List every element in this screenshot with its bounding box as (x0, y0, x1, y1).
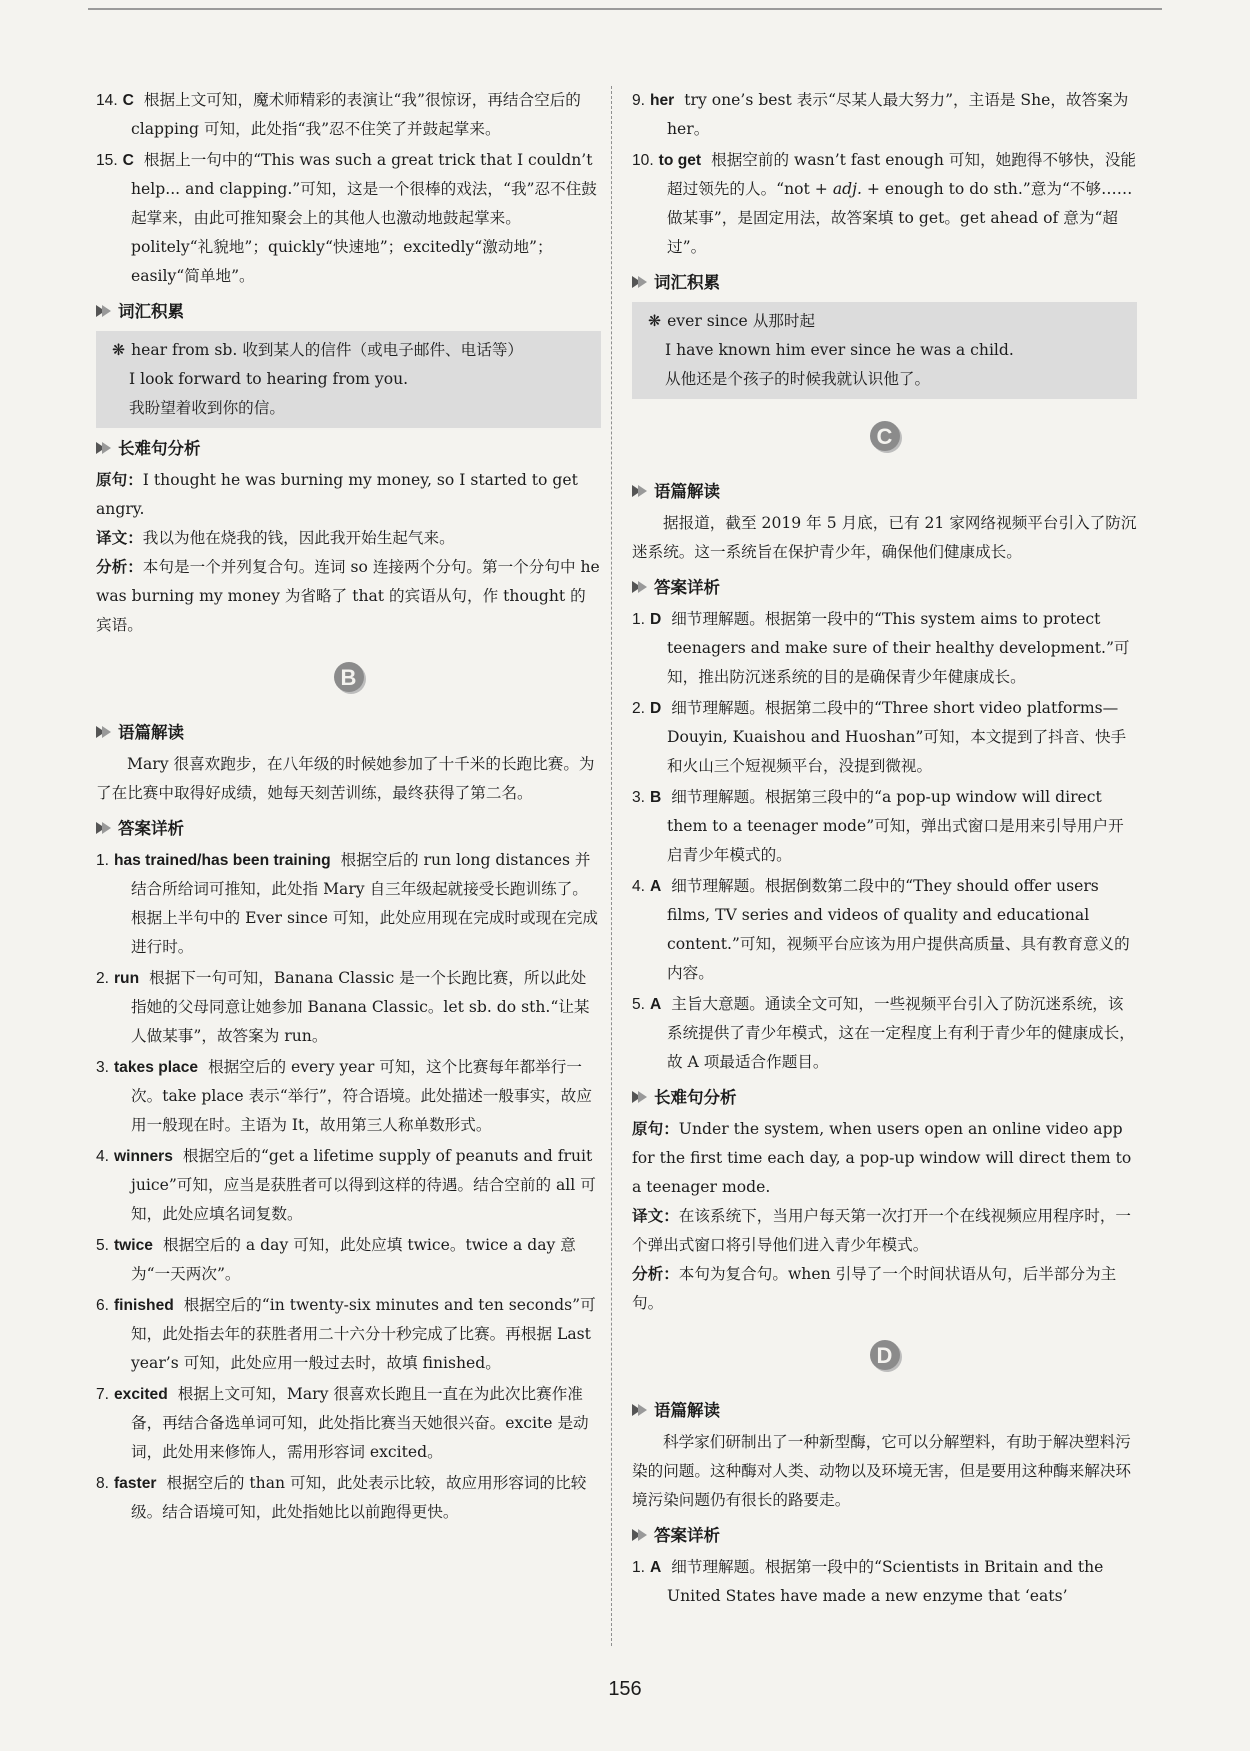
analysis-explanation: 分析：本句为复合句。when 引导了一个时间状语从句，后半部分为主句。 (632, 1265, 1117, 1312)
section-badge-d: D (870, 1340, 900, 1370)
answer-item: 3. B 细节理解题。根据第三段中的“a pop-up window will direct them to a teenager mode”可知，弹出式窗口是用来引导用户开启青少年模式的。 (632, 788, 1124, 864)
triangle-icon (638, 581, 647, 593)
answer-item: 4. A 细节理解题。根据倒数第二段中的“They should offer users films, TV series and videos of quality and educational content.”可知，视频平台应该为用户提供高质量、具有教育意义的内容。 (632, 877, 1130, 982)
vocab-box: ❋ hear from sb. 收到某人的信件（或电子邮件、电话等） I look forward to hearing from you. 我盼望着收到你的信。 (96, 331, 601, 428)
answer-item: 2. run 根据下一句可知，Banana Classic 是一个长跑比赛，所以此处指她的父母同意让她参加 Banana Classic。let sb. do sth.“让某人做某事”，故答案为 run。 (96, 969, 590, 1045)
section-heading-answers: 答案详析 (632, 1521, 1137, 1551)
section-heading-analysis: 长难句分析 (96, 434, 601, 464)
star-icon: ❋ (112, 341, 126, 359)
triangle-icon (102, 726, 111, 738)
triangle-icon (102, 442, 111, 454)
section-heading-vocab: 词汇积累 (96, 297, 601, 327)
answer-item-10: 10. to get 根据空前的 wasn’t fast enough 可知，她跑得不够快，没能超过领先的人。“not + adj. + enough to do sth.”意为“不够……做某事”，是固定用法，故答案填 to get。get ahead of 意为“超过”。 (632, 151, 1137, 256)
reading-summary: 据报道，截至 2019 年 5 月底，已有 21 家网络视频平台引入了防沉迷系统。这一系统旨在保护青少年，确保他们健康成长。 (632, 514, 1137, 561)
section-heading-reading: 语篇解读 (96, 718, 601, 748)
star-icon: ❋ (648, 312, 662, 330)
answer-item-15: 15. C 根据上一句中的“This was such a great trick that I couldn’t help... and clapping.”可知，这是一个很棒的戏法，“我”忍不住鼓起掌来，由此可推知聚会上的其他人也激动地鼓起掌来。politely“礼貌地”；quickly“快速地”；excitedly“激动地”；easily“简单地”。 (96, 151, 597, 285)
answer-item-14: 14. C 根据上文可知，魔术师精彩的表演让“我”很惊讶，再结合空后的 clapping 可知，此处指“我”忍不住笑了并鼓起掌来。 (96, 91, 581, 138)
answer-item: 1. has trained/has been training 根据空后的 run long distances 并结合所给词可推知，此处指 Mary 自三年级起就接受长跑训练了。根据上半句中的 Ever since 可知，此处应用现在完成时或现在完成进行时。 (96, 851, 598, 956)
section-heading-reading: 语篇解读 (632, 1396, 1137, 1426)
answer-item: 6. finished 根据空后的“in twenty-six minutes and ten seconds”可知，此处指去年的获胜者用二十六分十秒完成了比赛。再根据 Last year’s 可知，此处应用一般过去时，故填 finished。 (96, 1296, 596, 1372)
triangle-icon (102, 822, 111, 834)
answer-item: 3. takes place 根据空后的 every year 可知，这个比赛每年都举行一次。take place 表示“举行”，符合语境。此处描述一般事实，故应用一般现在时。主语为 It，故用第三人称单数形式。 (96, 1058, 592, 1134)
vocab-box: ❋ ever since 从那时起 I have known him ever since he was a child. 从他还是个孩子的时候我就认识他了。 (632, 302, 1137, 399)
reading-summary: 科学家们研制出了一种新型酶，它可以分解塑料，有助于解决塑料污染的问题。这种酶对人类、动物以及环境无害，但是要用这种酶来解决环境污染问题仍有很长的路要走。 (632, 1433, 1132, 1509)
page-number: 156 (608, 1678, 642, 1700)
analysis-original: 原句：I thought he was burning my money, so I started to get angry. (96, 471, 578, 518)
answer-item: 5. A 主旨大意题。通读全文可知，一些视频平台引入了防沉迷系统，该系统提供了青少年模式，这在一定程度上有利于青少年的健康成长，故 A 项最适合作题目。 (632, 995, 1135, 1071)
answer-item: 5. twice 根据空后的 a day 可知，此处应填 twice。twice a day 意为“一天两次”。 (96, 1236, 576, 1283)
answer-item: 2. D 细节理解题。根据第二段中的“Three short video platforms—Douyin, Kuaishou and Huoshan”可知，本文提到了抖音、快手和火山三个短视频平台，没提到微视。 (632, 699, 1127, 775)
section-heading-answers: 答案详析 (96, 814, 601, 844)
analysis-translation: 译文：我以为他在烧我的钱，因此我开始生起气来。 (96, 529, 455, 547)
triangle-icon (638, 485, 647, 497)
top-rule (88, 8, 1162, 10)
answer-item: 7. excited 根据上文可知，Mary 很喜欢长跑且一直在为此次比赛作准备，再结合备选单词可知，此处指比赛当天她很兴奋。excite 是动词，此处用来修饰人，需用形容词 excited。 (96, 1385, 589, 1461)
analysis-translation: 译文：在该系统下，当用户每天第一次打开一个在线视频应用程序时，一个弹出式窗口将引导他们进入青少年模式。 (632, 1207, 1132, 1254)
answer-item: 1. A 细节理解题。根据第一段中的“Scientists in Britain and the United States have made a new enzyme that ‘eats’ (632, 1558, 1104, 1605)
triangle-icon (102, 305, 111, 317)
section-heading-reading: 语篇解读 (632, 477, 1137, 507)
left-column (96, 86, 601, 1529)
triangle-icon (638, 276, 647, 288)
answer-item: 8. faster 根据空后的 than 可知，此处表示比较，故应用形容词的比较级。结合语境可知，此处指她比以前跑得更快。 (96, 1474, 587, 1521)
triangle-icon (638, 1091, 647, 1103)
answer-item: 4. winners 根据空后的“get a lifetime supply of peanuts and fruit juice”可知，应当是获胜者可以得到这样的待遇。结合空前的 all 可知，此处应填名词复数。 (96, 1147, 596, 1223)
triangle-icon (638, 1404, 647, 1416)
right-column (632, 86, 1137, 1613)
section-heading-analysis: 长难句分析 (632, 1083, 1137, 1113)
section-badge-c: C (870, 421, 900, 451)
column-divider (611, 86, 612, 1646)
answer-item-9: 9. her try one’s best 表示“尽某人最大努力”，主语是 She，故答案为 her。 (632, 91, 1129, 138)
analysis-original: 原句：Under the system, when users open an online video app for the first time each day, a pop-up window will direct them to a teenager mode. (632, 1120, 1132, 1196)
answer-item: 1. D 细节理解题。根据第一段中的“This system aims to protect teenagers and make sure of their healthy development.”可知，推出防沉迷系统的目的是确保青少年健康成长。 (632, 610, 1130, 686)
analysis-explanation: 分析：本句是一个并列复合句。连词 so 连接两个分句。第一个分句中 he was burning my money 为省略了 that 的宾语从句，作 thought 的宾语。 (96, 558, 600, 634)
section-heading-vocab: 词汇积累 (632, 268, 1137, 298)
section-heading-answers: 答案详析 (632, 573, 1137, 603)
triangle-icon (638, 1529, 647, 1541)
reading-summary: Mary 很喜欢跑步，在八年级的时候她参加了十千米的长跑比赛。为了在比赛中取得好成绩，她每天刻苦训练，最终获得了第二名。 (96, 755, 595, 802)
section-badge-b: B (334, 662, 364, 692)
